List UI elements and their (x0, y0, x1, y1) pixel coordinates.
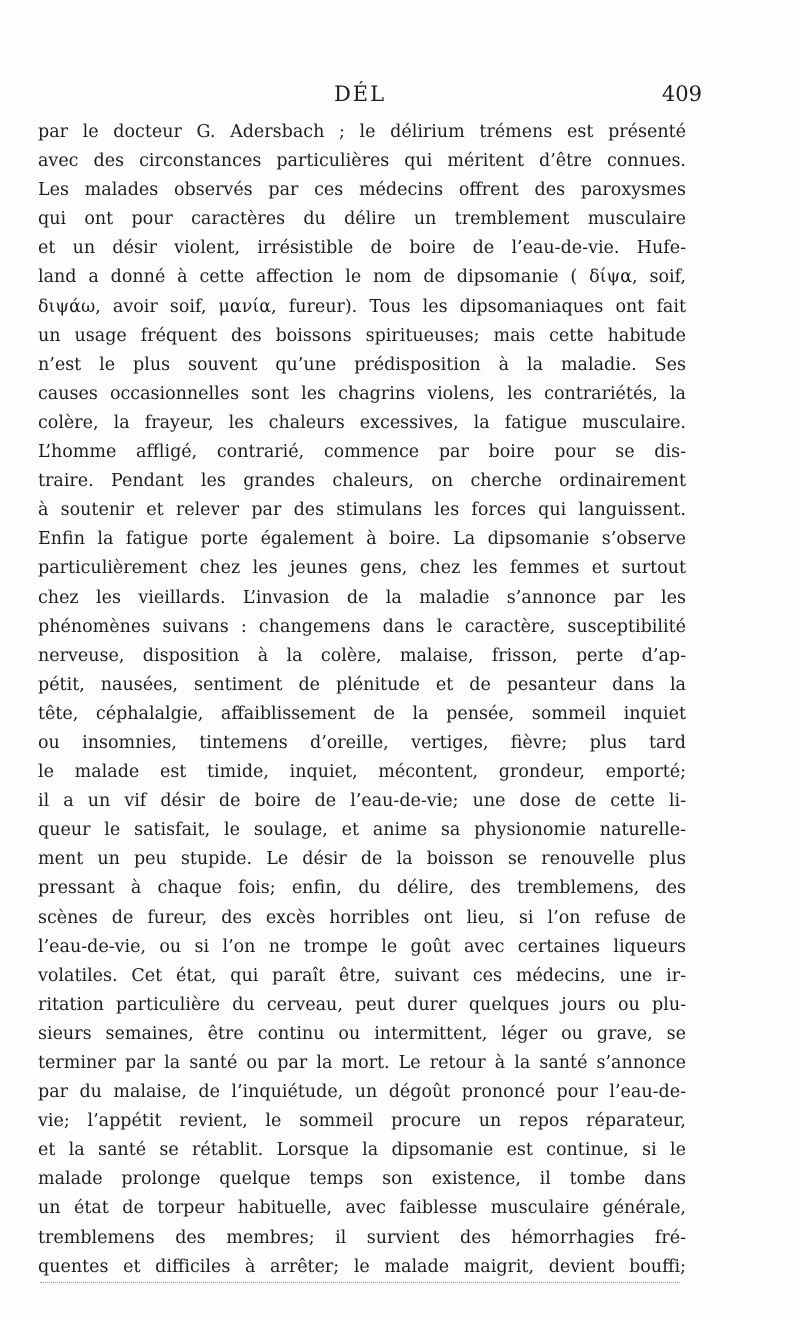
text-line: sieurs semaines, être continu ou intermittent, léger ou grave, se (38, 1023, 686, 1044)
text-line: avec des circonstances particulières qui méritent d’être connues. (38, 151, 686, 172)
text-line: colère, la frayeur, les chaleurs excessives, la fatigue musculaire. (38, 412, 686, 433)
text-line: queur le satisfait, le soulage, et anime sa physionomie naturelle- (38, 820, 686, 841)
text-line: particulièrement chez les jeunes gens, chez les femmes et surtout (38, 558, 686, 579)
bottom-rule (40, 1282, 680, 1283)
body-text (38, 118, 686, 1282)
text-line: phénomènes suivans : changemens dans le caractère, susceptibilité (38, 616, 686, 637)
text-line: le malade est timide, inquiet, mécontent, grondeur, emporté; (38, 762, 686, 783)
text-line: terminer par la santé ou par la mort. Le retour à la santé s’annonce (38, 1053, 686, 1073)
text-line: tête, céphalalgie, affaiblissement de la pensée, sommeil inquiet (38, 703, 686, 724)
text-line: Enfin la fatigue porte également à boire. La dipsomanie s’observe (38, 529, 686, 550)
text-line: quentes et difficiles à arrêter; le malade maigrit, devient bouffi; (38, 1256, 686, 1277)
running-title: DÉL (333, 82, 387, 106)
text-line: volatiles. Cet état, qui paraît être, suivant ces médecins, une ir- (38, 965, 686, 986)
text-line: Les malades observés par ces médecins offrent des paroxysmes (38, 180, 686, 201)
text-line: pressant à chaque fois; enfin, du délire, des tremblemens, des (38, 878, 686, 899)
text-line: nerveuse, disposition à la colère, malaise, frisson, perte d’ap- (38, 645, 686, 666)
page-number: 409 (661, 82, 702, 106)
text-line: traire. Pendant les grandes chaleurs, on cherche ordinairement (38, 471, 686, 492)
text-line: un usage fréquent des boissons spiritueuses; mais cette habitude (38, 325, 686, 346)
text-line: un état de torpeur habituelle, avec faiblesse musculaire générale, (38, 1198, 686, 1219)
text-line: causes occasionnelles sont les chagrins violens, les contrariétés, la (38, 383, 686, 404)
text-line: malade prolonge quelque temps son existence, il tombe dans (38, 1169, 686, 1190)
text-line: et la santé se rétablit. Lorsque la dipsomanie est continue, si le (38, 1140, 686, 1161)
text-line: et un désir violent, irrésistible de boire de l’eau-de-vie. Hufe- (38, 238, 686, 259)
text-line: ritation particulière du cerveau, peut durer quelques jours ou plu- (38, 994, 686, 1015)
text-line: ou insomnies, tintemens d’oreille, vertiges, fièvre; plus tard (38, 732, 686, 753)
running-header (40, 82, 702, 114)
text-line: L’homme affligé, contrarié, commence par boire pour se dis- (38, 442, 686, 463)
text-line: tremblemens des membres; il survient des hémorrhagies fré- (38, 1227, 686, 1248)
text-line: par le docteur G. Adersbach ; le délirium trémens est présenté (38, 122, 686, 142)
text-line: qui ont pour caractères du délire un tremblement musculaire (38, 209, 686, 230)
text-line: chez les vieillards. L’invasion de la maladie s’annonce par les (38, 587, 686, 608)
text-line: n’est le plus souvent qu’une prédisposition à la maladie. Ses (38, 354, 686, 375)
text-line: l’eau-de-vie, ou si l’on ne trompe le goût avec certaines liqueurs (38, 936, 686, 957)
text-line: ment un peu stupide. Le désir de la boisson se renouvelle plus (38, 849, 686, 870)
text-line: vie; l’appétit revient, le sommeil procure un repos réparateur, (38, 1111, 686, 1132)
text-line: pétit, nausées, sentiment de plénitude et de pesanteur dans la (38, 674, 686, 695)
text-line: par du malaise, de l’inquiétude, un dégoût prononcé pour l’eau-de- (38, 1082, 686, 1103)
text-line: διψάω, avoir soif, μανία, fureur). Tous les dipsomaniaques ont fait (38, 296, 686, 317)
text-line: à soutenir et relever par des stimulans les forces qui languissent. (38, 500, 686, 521)
text-line: scènes de fureur, des excès horribles ont lieu, si l’on refuse de (38, 907, 686, 928)
text-line: il a un vif désir de boire de l’eau-de-vie; une dose de cette li- (38, 791, 686, 812)
text-line: land a donné à cette affection le nom de dipsomanie ( δίψα, soif, (38, 267, 686, 288)
